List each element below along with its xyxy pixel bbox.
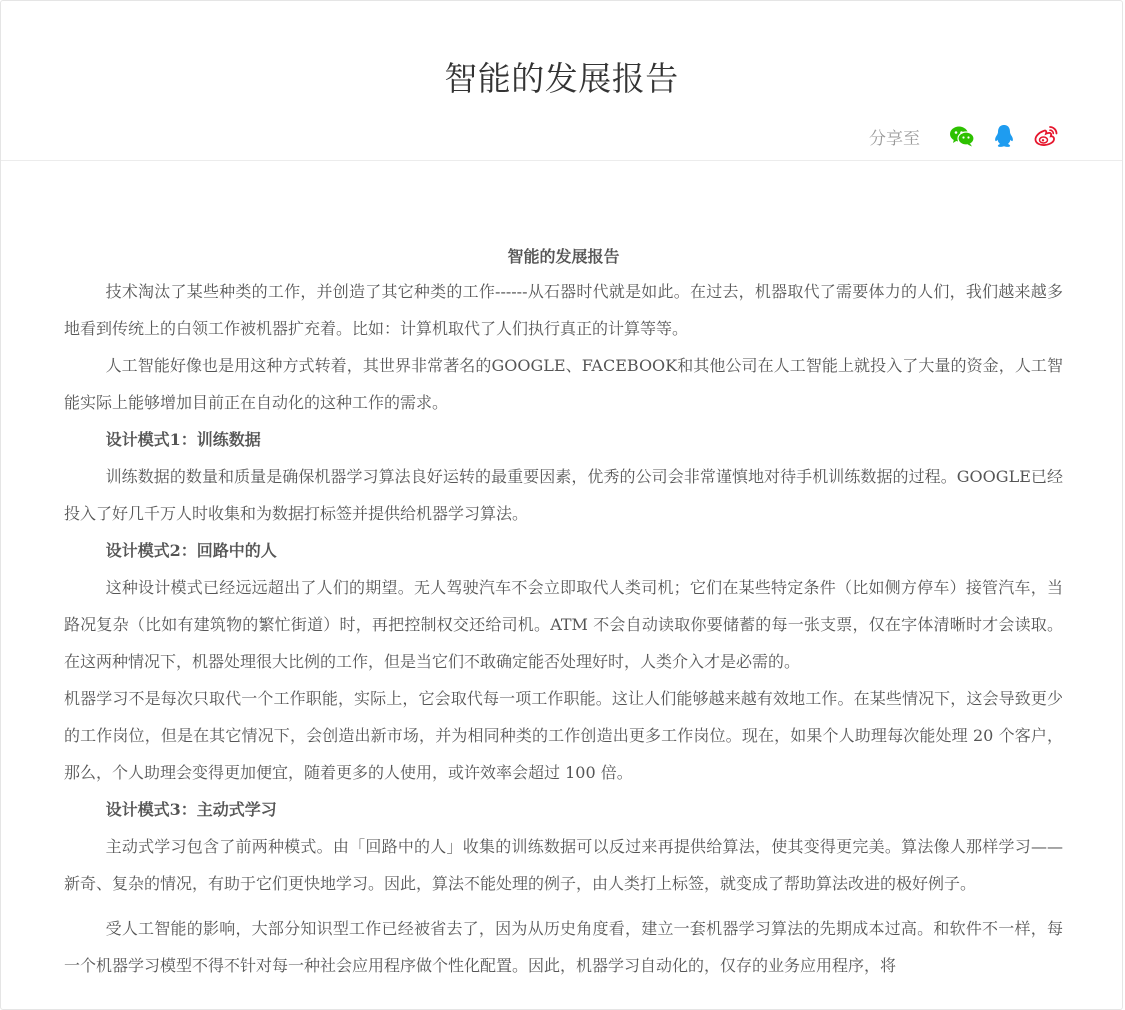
share-bar [869, 121, 1060, 151]
article-paragraph: 技术淘汰了某些种类的工作，并创造了其它种类的工作------从石器时代就是如此。在过去，机器取代了需要体力的人们，我们越来越多地看到传统上的白领工作被机器扩充着。比如：计算机取代了人们执行真正的计算等等。 [64, 282, 1063, 338]
article-paragraph: 机器学习不是每次只取代一个工作职能，实际上，它会取代每一项工作职能。这让人们能够越来越有效地工作。在某些情况下，这会导致更少的工作岗位，但是在其它情况下，会创造出新市场，并为相同种类的工作创造出更多工作岗位。现在，如果个人助理每次能处理 20 个客户，那么，个人助理会变得更加便宜，随着更多的人使用，或许效率会超过 100 倍。 [64, 689, 1063, 782]
share-label: 分享至 [869, 128, 920, 149]
paragraph-gap [64, 902, 1063, 910]
article-paragraph: 受人工智能的影响，大部分知识型工作已经被省去了，因为从历史角度看，建立一套机器学习算法的先期成本过高。和软件不一样，每一个机器学习模型不得不针对每一种社会应用程序做个性化配置。因此，机器学习自动化的，仅存的业务应用程序，将 [64, 919, 1063, 975]
section-heading: 设计模式1：训练数据 [105, 430, 261, 449]
article-title: 智能的发展报告 [507, 247, 620, 266]
article-paragraph: 主动式学习包含了前两种模式。由「回路中的人」收集的训练数据可以反过来再提供给算法，使其变得更完美。算法像人那样学习——新奇、复杂的情况，有助于它们更快地学习。因此，算法不能处理的例子，由人类打上标签，就变成了帮助算法改进的极好例子。 [64, 837, 1063, 893]
page-title: 智能的发展报告 [444, 59, 679, 98]
wechat-icon[interactable] [948, 122, 976, 150]
weibo-icon[interactable] [1032, 122, 1060, 150]
article-paragraph: 人工智能好像也是用这种方式转着，其世界非常著名的GOOGLE、FACEBOOK和其他公司在人工智能上就投入了大量的资金，人工智能实际上能够增加目前正在自动化的这种工作的需求。 [64, 356, 1063, 412]
qq-icon[interactable] [990, 122, 1018, 150]
article-header [1, 1, 1122, 161]
section-heading: 设计模式3：主动式学习 [105, 800, 277, 819]
article-paragraph: 这种设计模式已经远远超出了人们的期望。无人驾驶汽车不会立即取代人类司机；它们在某些特定条件（比如侧方停车）接管汽车，当路况复杂（比如有建筑物的繁忙街道）时，再把控制权交还给司机。ATM 不会自动读取你要储蓄的每一张支票，仅在字体清晰时才会读取。在这两种情况下，机器处理很大比例的工作，但是当它们不敢确定能否处理好时，人类介入才是必需的。 [64, 578, 1063, 671]
article-body [64, 241, 1063, 984]
section-heading: 设计模式2：回路中的人 [105, 541, 277, 560]
article-paragraph: 训练数据的数量和质量是确保机器学习算法良好运转的最重要因素，优秀的公司会非常谨慎地对待手机训练数据的过程。GOOGLE已经投入了好几千万人时收集和为数据打标签并提供给机器学习算法。 [64, 467, 1063, 523]
